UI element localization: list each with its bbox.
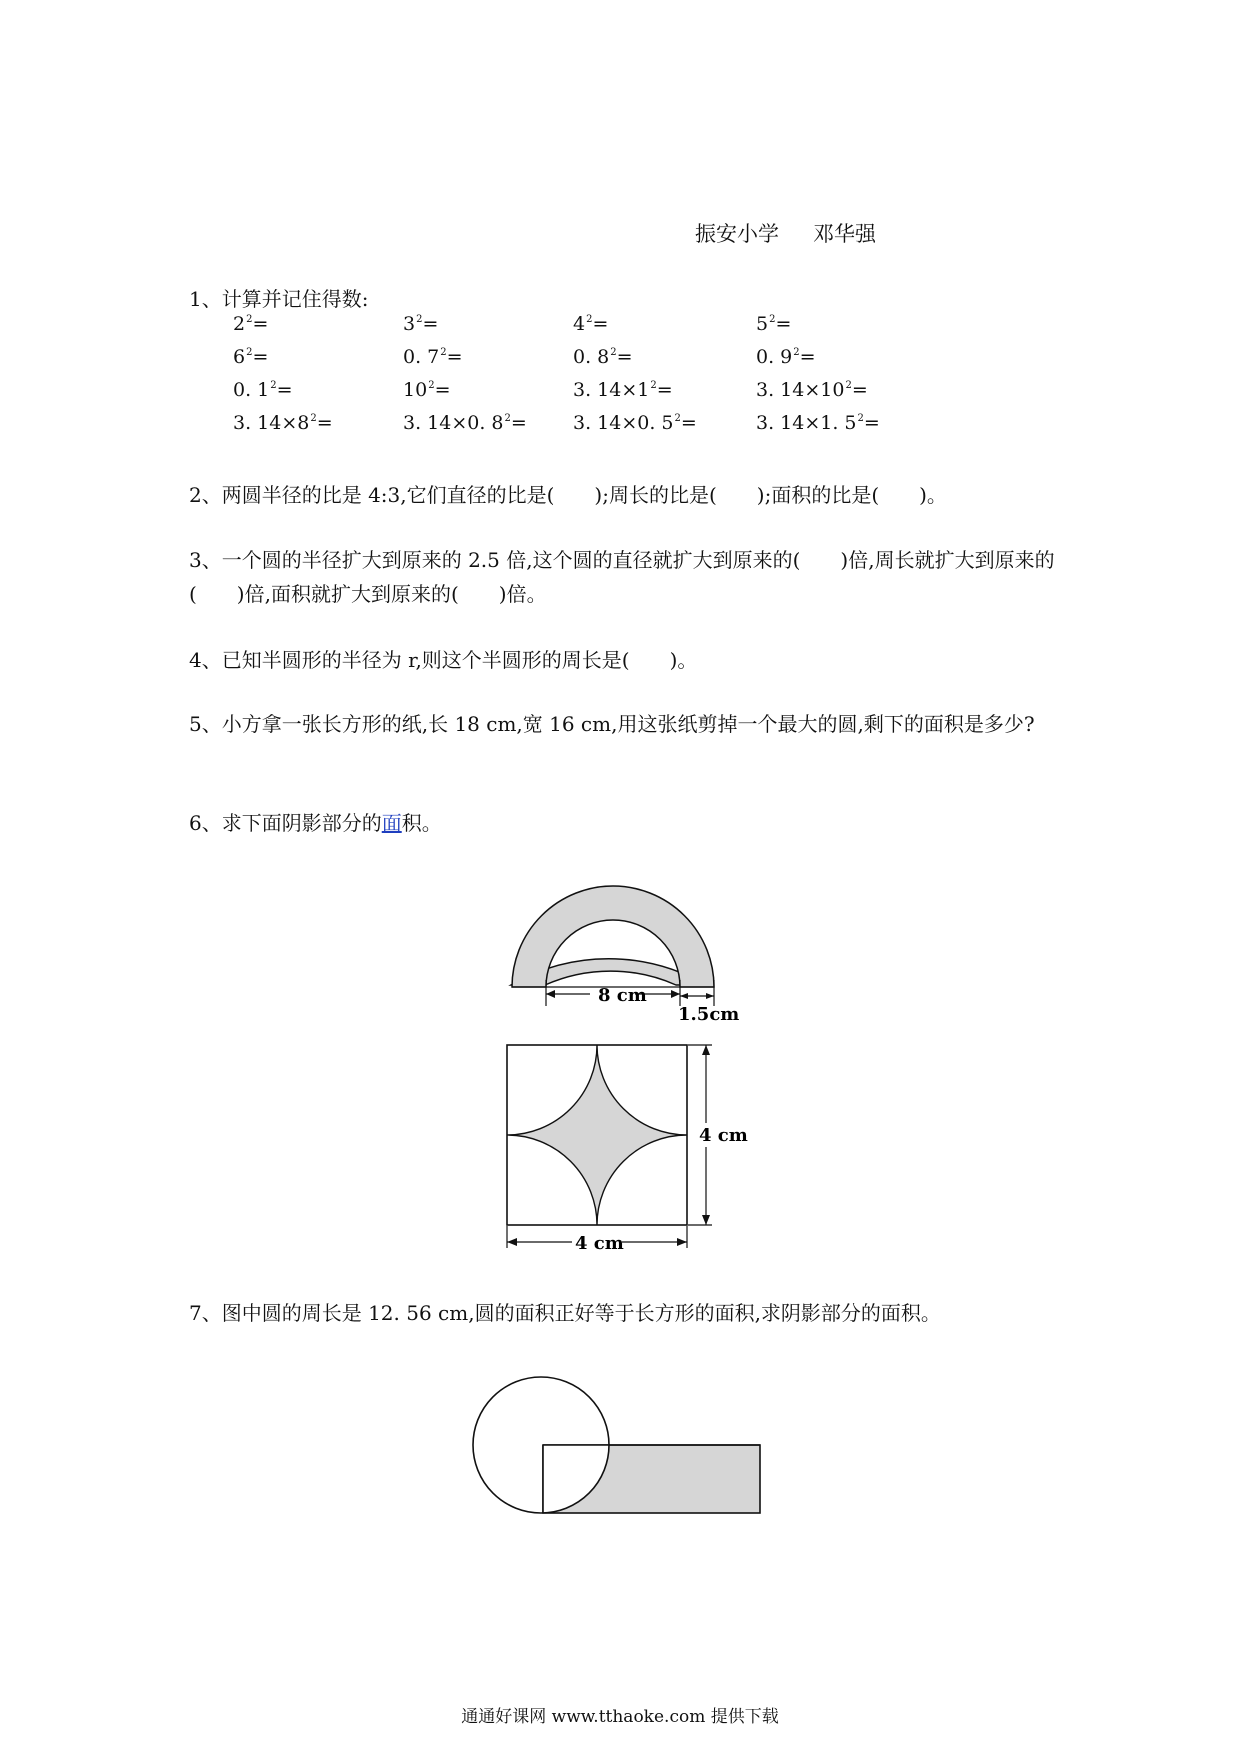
question-6 bbox=[189, 806, 1069, 840]
question-3: 3、一个圆的半径扩大到原来的 2.5 倍,这个圆的直径就扩大到原来的( )倍,周长就扩大到原来的( )倍,面积就扩大到原来的( )倍。 bbox=[189, 548, 1055, 606]
question-4: 4、已知半圆形的半径为 r,则这个半圆形的周长是( )。 bbox=[189, 648, 698, 672]
ring-fill bbox=[512, 886, 714, 987]
arrow-head bbox=[680, 993, 688, 999]
calc-item: 3. 14×0. $5^2=$ bbox=[573, 412, 697, 434]
calc-item: $4^2=$ bbox=[573, 313, 609, 335]
arrow-head bbox=[702, 1045, 710, 1055]
calc-item: $2^2=$ bbox=[233, 313, 269, 335]
arrow-head bbox=[507, 1238, 517, 1246]
calc-item: 3. 14×1. $5^2=$ bbox=[756, 412, 880, 434]
teacher-name: 邓华强 bbox=[813, 222, 876, 246]
figure-1 bbox=[505, 878, 765, 1038]
arrow-head bbox=[706, 993, 714, 999]
arrow-head bbox=[546, 990, 555, 998]
figure-2 bbox=[500, 1040, 780, 1270]
school-name: 振安小学 bbox=[695, 222, 779, 246]
arrow-head bbox=[677, 1238, 687, 1246]
question-6-text: 6、求下面阴影部分的 bbox=[189, 811, 382, 835]
calc-item: 0. $9^2=$ bbox=[756, 346, 816, 368]
author-line bbox=[695, 218, 876, 248]
label-bottom-4cm: 4 cm bbox=[575, 1233, 624, 1254]
question-7: 7、图中圆的周长是 12. 56 cm,圆的面积正好等于长方形的面积,求阴影部分的面积。 bbox=[189, 1301, 941, 1325]
calc-item: $5^2=$ bbox=[756, 313, 792, 335]
label-8cm: 8 cm bbox=[598, 985, 647, 1006]
question-5: 5、小方拿一张长方形的纸,长 18 cm,宽 16 cm,用这张纸剪掉一个最大的圆,剩下的面积是多少? bbox=[189, 712, 1035, 736]
calc-item: 3. $14\times 10^2=$ bbox=[756, 379, 868, 401]
calc-item: 3. 14×0. $8^2=$ bbox=[403, 412, 527, 434]
calc-item: 0. $1^2=$ bbox=[233, 379, 293, 401]
label-1.5cm: 1.5cm bbox=[678, 1004, 740, 1025]
question-6-text-end: 积。 bbox=[401, 811, 442, 835]
calc-item: 0. $8^2=$ bbox=[573, 346, 633, 368]
calc-item: 3. $14\times 8^2=$ bbox=[233, 412, 333, 434]
footer: 通通好课网 www.tthaoke.com 提供下载 bbox=[461, 1707, 779, 1727]
calc-item: $6^2=$ bbox=[233, 346, 269, 368]
calc-item: 3. $14\times 1^2=$ bbox=[573, 379, 673, 401]
label-side-4cm: 4 cm bbox=[699, 1125, 748, 1146]
calc-item: $3^2=$ bbox=[403, 313, 439, 335]
calc-item: 0. $7^2=$ bbox=[403, 346, 463, 368]
figure-3 bbox=[543, 1352, 863, 1552]
question-6-link[interactable]: 面 bbox=[381, 811, 402, 835]
arrow-head bbox=[702, 1215, 710, 1225]
calc-item: $10^2=$ bbox=[403, 379, 451, 401]
question-2: 2、两圆半径的比是 4:3,它们直径的比是( );周长的比是( );面积的比是( )。 bbox=[189, 483, 947, 507]
arrow-head bbox=[671, 990, 680, 998]
question-1-prompt: 1、计算并记住得数: bbox=[189, 287, 369, 311]
